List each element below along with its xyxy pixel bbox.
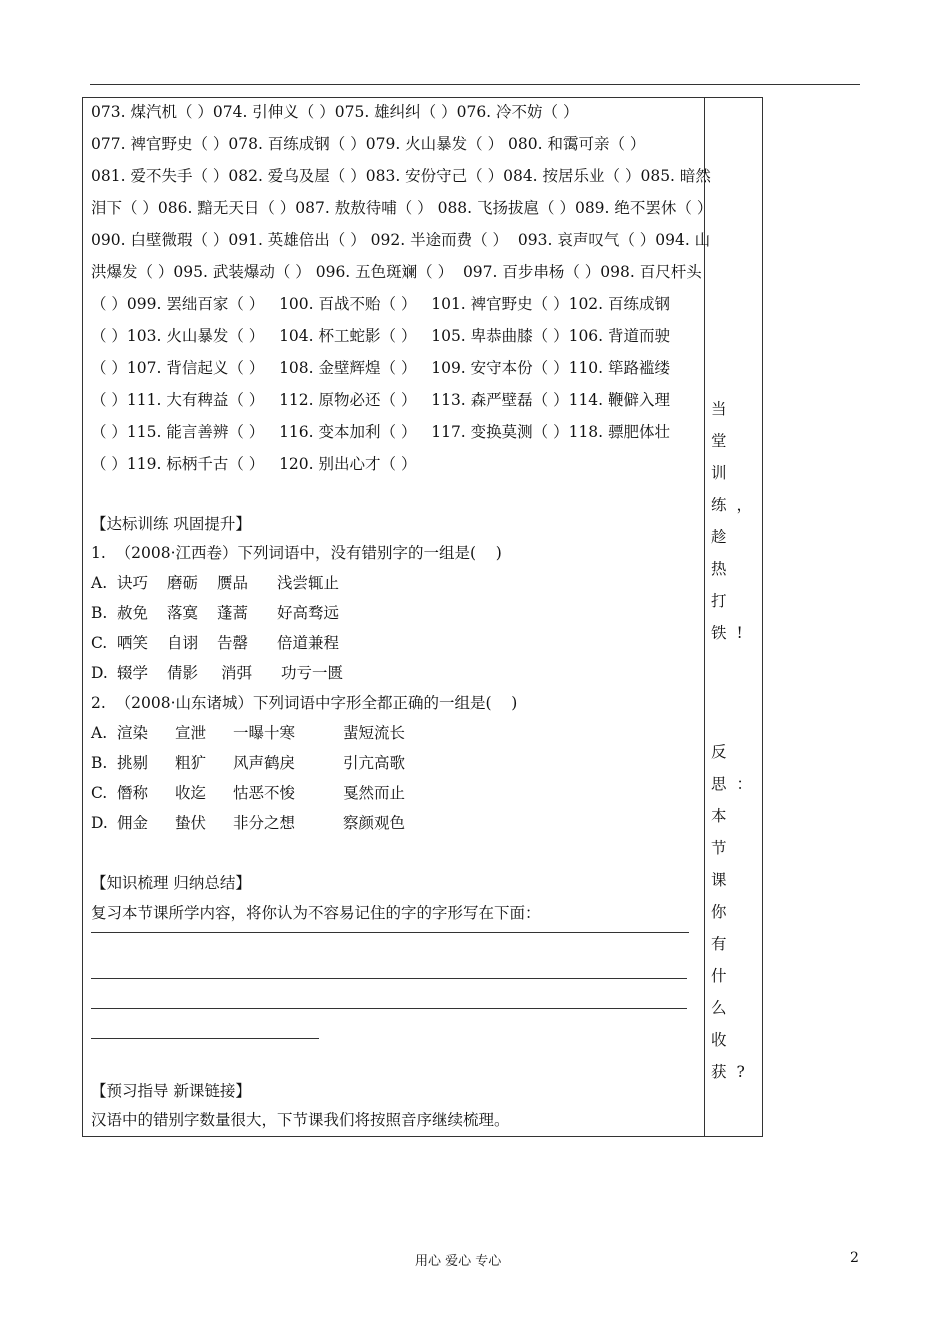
- idiom-line: （ ）111. 大有稗益（ ） 112. 原物必还（ ） 113. 森严壁磊（ ）114. 鞭僻入理: [91, 391, 671, 409]
- q2-option-b: [91, 753, 406, 773]
- option-word: 佣金: [117, 814, 149, 832]
- option-word: 消弭: [221, 664, 253, 682]
- q2-option-c: [91, 783, 406, 803]
- option-word: 蜚短流长: [343, 724, 406, 742]
- option-word: 倩影: [167, 664, 199, 682]
- idiom-line: 073. 煤汽机（ ）074. 引伸义（ ）075. 雄纠纠（ ）076. 冷不妨（ ）: [91, 103, 579, 121]
- idiom-line: 泪下（ ）086. 黯无天日（ ）087. 敖敖待哺（ ） 088. 飞扬拔扈（ ）089. 绝不罢休（ ）: [91, 199, 713, 217]
- q2-option-d: [91, 813, 406, 833]
- option-word: 哂笑: [117, 634, 149, 652]
- option-word: 辍学: [117, 664, 149, 682]
- q1-option-c: [91, 633, 340, 653]
- idiom-line: （ ）107. 背信起义（ ） 108. 金壁辉煌（ ） 109. 安守本份（ ）110. 筚路褴缕: [91, 359, 671, 377]
- option-letter: D.: [91, 664, 108, 682]
- side-note-reflection: 反思：本节课你有什么收获?: [711, 743, 763, 1081]
- option-word: 一曝十寒: [233, 724, 296, 742]
- option-word: 告罄: [217, 634, 249, 652]
- idiom-line: （ ）099. 罢绌百家（ ） 100. 百战不贻（ ） 101. 裨官野史（ ）102. 百练成钢: [91, 295, 671, 313]
- writing-line[interactable]: [91, 1008, 687, 1009]
- option-word: 蛰伏: [175, 814, 207, 832]
- option-word: 浅尝辄止: [277, 574, 340, 592]
- side-note-training: 当堂训练，趁热打铁!: [711, 400, 763, 642]
- q1-option-b: [91, 603, 340, 623]
- writing-line[interactable]: [91, 932, 689, 933]
- option-word: 引亢高歌: [343, 754, 406, 772]
- option-word: 宣泄: [175, 724, 207, 742]
- writing-line[interactable]: [91, 1038, 319, 1039]
- option-letter: B.: [91, 604, 108, 622]
- idiom-line: （ ）115. 能言善辨（ ） 116. 变本加利（ ） 117. 变换莫测（ ）118. 骠肥体壮: [91, 423, 671, 441]
- writing-line[interactable]: [91, 978, 687, 979]
- option-word: 戛然而止: [343, 784, 406, 802]
- column-divider: [704, 98, 705, 1136]
- question-1-stem: 1. （2008·江西卷）下列词语中，没有错别字的一组是( ): [91, 544, 502, 562]
- header-rule: [90, 84, 860, 85]
- option-word: 蓬蒿: [217, 604, 249, 622]
- knowledge-heading: 【知识梳理 归纳总结】: [91, 874, 251, 892]
- option-word: 察颜观色: [343, 814, 406, 832]
- option-word: 磨砺: [167, 574, 199, 592]
- option-word: 挑剔: [117, 754, 149, 772]
- page-number: 2: [850, 1250, 859, 1266]
- worksheet-table: [82, 97, 763, 1137]
- idiom-line: 081. 爱不失手（ ）082. 爱乌及屋（ ）083. 安份守己（ ）084. 按居乐业（ ）085. 暗然: [91, 167, 711, 185]
- option-word: 僭称: [117, 784, 149, 802]
- option-word: 非分之想: [233, 814, 296, 832]
- option-word: 赦免: [117, 604, 149, 622]
- option-word: 渲染: [117, 724, 149, 742]
- question-2-stem: 2. （2008·山东诸城）下列词语中字形全都正确的一组是( ): [91, 694, 518, 712]
- idiom-line: 090. 白壁微瑕（ ）091. 英雄倍出（ ） 092. 半途而费（ ） 093. 哀声叹气（ ）094. 山: [91, 231, 711, 249]
- option-letter: D.: [91, 814, 108, 832]
- knowledge-instruction: 复习本节课所学内容，将你认为不容易记住的字的字形写在下面：: [91, 904, 541, 922]
- option-letter: A.: [91, 574, 108, 592]
- q2-option-a: [91, 723, 406, 743]
- footer-motto: 用心 爱心 专心: [415, 1254, 502, 1269]
- option-word: 倍道兼程: [277, 634, 340, 652]
- idiom-line: 洪爆发（ ）095. 武装爆动（ ） 096. 五色斑斓（ ） 097. 百步串杨（ ）098. 百尺杆头: [91, 263, 702, 281]
- preview-text: 汉语中的错别字数量很大，下节课我们将按照音序继续梳理。: [91, 1111, 510, 1129]
- preview-heading: 【预习指导 新课链接】: [91, 1082, 251, 1100]
- option-word: 好高骛远: [277, 604, 340, 622]
- option-word: 落寞: [167, 604, 199, 622]
- option-word: 功亏一匮: [281, 664, 344, 682]
- idiom-line: （ ）103. 火山暴发（ ） 104. 杯工蛇影（ ） 105. 卑恭曲膝（ ）106. 背道而驶: [91, 327, 671, 345]
- q1-option-a: [91, 573, 340, 593]
- option-word: 诀巧: [117, 574, 149, 592]
- option-word: 收迄: [175, 784, 207, 802]
- option-word: 怙恶不悛: [233, 784, 296, 802]
- option-letter: A.: [91, 724, 108, 742]
- option-word: 风声鹤戾: [233, 754, 296, 772]
- q1-option-d: [91, 663, 344, 683]
- idiom-line: 077. 裨官野史（ ）078. 百练成钢（ ）079. 火山暴发（ ） 080. 和霭可亲（ ）: [91, 135, 646, 153]
- option-letter: B.: [91, 754, 108, 772]
- option-word: 赝品: [217, 574, 249, 592]
- option-word: 自诩: [167, 634, 199, 652]
- option-letter: C.: [91, 784, 108, 802]
- option-word: 粗犷: [175, 754, 207, 772]
- idiom-line: （ ）119. 标柄千古（ ） 120. 别出心才（ ）: [91, 455, 417, 473]
- option-letter: C.: [91, 634, 108, 652]
- practice-heading: 【达标训练 巩固提升】: [91, 515, 251, 533]
